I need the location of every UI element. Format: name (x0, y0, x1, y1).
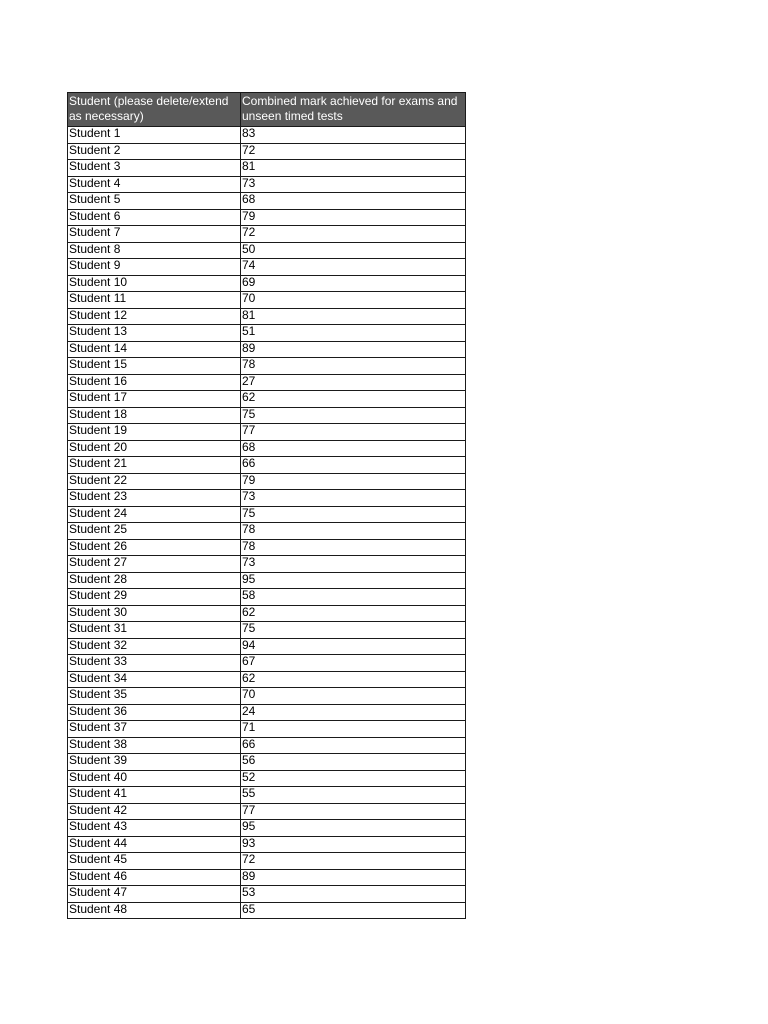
table-row (68, 671, 466, 688)
table-row (68, 737, 466, 754)
table-row (68, 457, 466, 474)
table-row (68, 490, 466, 507)
student-name-cell[interactable]: Student 45 (68, 853, 241, 870)
combined-mark-cell[interactable]: 72 (241, 853, 466, 870)
table-row (68, 391, 466, 408)
table-row (68, 275, 466, 292)
student-name-cell[interactable]: Student 4 (68, 176, 241, 193)
student-name-cell[interactable]: Student 33 (68, 655, 241, 672)
combined-mark-cell[interactable]: 56 (241, 754, 466, 771)
table-row (68, 143, 466, 160)
combined-mark-cell[interactable]: 78 (241, 523, 466, 540)
table-row (68, 292, 466, 309)
table-row (68, 836, 466, 853)
student-name-cell[interactable]: Student 6 (68, 209, 241, 226)
student-name-cell[interactable]: Student 2 (68, 143, 241, 160)
table-row (68, 869, 466, 886)
student-name-cell[interactable]: Student 9 (68, 259, 241, 276)
student-name-cell[interactable]: Student 36 (68, 704, 241, 721)
combined-mark-cell[interactable]: 95 (241, 572, 466, 589)
student-name-cell[interactable]: Student 14 (68, 341, 241, 358)
student-name-cell[interactable]: Student 19 (68, 424, 241, 441)
table-row (68, 209, 466, 226)
combined-mark-cell[interactable]: 81 (241, 308, 466, 325)
combined-mark-cell[interactable]: 67 (241, 655, 466, 672)
combined-mark-cell[interactable]: 73 (241, 176, 466, 193)
combined-mark-cell[interactable]: 58 (241, 589, 466, 606)
student-name-cell[interactable]: Student 39 (68, 754, 241, 771)
combined-mark-cell[interactable]: 27 (241, 374, 466, 391)
combined-mark-cell[interactable]: 55 (241, 787, 466, 804)
table-row (68, 572, 466, 589)
table-row (68, 308, 466, 325)
table-row (68, 853, 466, 870)
combined-mark-cell[interactable]: 69 (241, 275, 466, 292)
student-name-cell[interactable]: Student 40 (68, 770, 241, 787)
combined-mark-cell[interactable]: 73 (241, 490, 466, 507)
combined-mark-cell[interactable]: 71 (241, 721, 466, 738)
student-name-cell[interactable]: Student 10 (68, 275, 241, 292)
table-row (68, 638, 466, 655)
combined-mark-cell[interactable]: 77 (241, 803, 466, 820)
student-name-cell[interactable]: Student 3 (68, 160, 241, 177)
table-row (68, 325, 466, 342)
table-row (68, 226, 466, 243)
combined-mark-cell[interactable]: 62 (241, 671, 466, 688)
table-row (68, 622, 466, 639)
student-name-cell[interactable]: Student 7 (68, 226, 241, 243)
table-row (68, 754, 466, 771)
table-row (68, 589, 466, 606)
student-name-cell[interactable]: Student 30 (68, 605, 241, 622)
combined-mark-cell[interactable]: 75 (241, 506, 466, 523)
student-name-cell[interactable]: Student 34 (68, 671, 241, 688)
combined-mark-cell[interactable]: 78 (241, 539, 466, 556)
table-row (68, 556, 466, 573)
table-row (68, 242, 466, 259)
student-name-cell[interactable]: Student 48 (68, 902, 241, 919)
combined-mark-cell[interactable]: 89 (241, 869, 466, 886)
student-name-cell[interactable]: Student 5 (68, 193, 241, 210)
combined-mark-cell[interactable]: 83 (241, 127, 466, 144)
student-name-cell[interactable]: Student 8 (68, 242, 241, 259)
combined-mark-cell[interactable]: 81 (241, 160, 466, 177)
student-name-cell[interactable]: Student 28 (68, 572, 241, 589)
combined-mark-cell[interactable]: 70 (241, 292, 466, 309)
combined-mark-cell[interactable]: 65 (241, 902, 466, 919)
combined-mark-cell[interactable]: 62 (241, 391, 466, 408)
combined-mark-cell[interactable]: 66 (241, 737, 466, 754)
table-row (68, 259, 466, 276)
combined-mark-cell[interactable]: 24 (241, 704, 466, 721)
column-header-student: Student (please delete/extend as necessary) (68, 93, 241, 127)
table-row (68, 374, 466, 391)
table-row (68, 902, 466, 919)
student-name-cell[interactable]: Student 38 (68, 737, 241, 754)
table-row (68, 176, 466, 193)
table-row (68, 655, 466, 672)
student-name-cell[interactable]: Student 26 (68, 539, 241, 556)
table-row (68, 358, 466, 375)
student-name-cell[interactable]: Student 42 (68, 803, 241, 820)
combined-mark-cell[interactable]: 75 (241, 622, 466, 639)
table-row (68, 605, 466, 622)
marks-spreadsheet (67, 92, 466, 919)
column-header-combined-mark: Combined mark achieved for exams and unseen timed tests (241, 93, 466, 127)
combined-mark-cell[interactable]: 73 (241, 556, 466, 573)
student-name-cell[interactable]: Student 16 (68, 374, 241, 391)
student-name-cell[interactable]: Student 18 (68, 407, 241, 424)
table-row (68, 193, 466, 210)
table-row (68, 424, 466, 441)
combined-mark-cell[interactable]: 89 (241, 341, 466, 358)
table-row (68, 803, 466, 820)
student-name-cell[interactable]: Student 41 (68, 787, 241, 804)
table-row (68, 473, 466, 490)
table-row (68, 688, 466, 705)
student-name-cell[interactable]: Student 47 (68, 886, 241, 903)
table-row (68, 341, 466, 358)
student-name-cell[interactable]: Student 12 (68, 308, 241, 325)
student-name-cell[interactable]: Student 37 (68, 721, 241, 738)
table-row (68, 820, 466, 837)
table-row (68, 539, 466, 556)
table-row (68, 770, 466, 787)
combined-mark-cell[interactable]: 53 (241, 886, 466, 903)
combined-mark-cell[interactable]: 77 (241, 424, 466, 441)
table-row (68, 127, 466, 144)
student-name-cell[interactable]: Student 35 (68, 688, 241, 705)
combined-mark-cell[interactable]: 50 (241, 242, 466, 259)
table-row (68, 523, 466, 540)
table-row (68, 160, 466, 177)
student-marks-table (67, 92, 466, 919)
combined-mark-cell[interactable]: 75 (241, 407, 466, 424)
student-name-cell[interactable]: Student 20 (68, 440, 241, 457)
combined-mark-cell[interactable]: 79 (241, 209, 466, 226)
student-name-cell[interactable]: Student 22 (68, 473, 241, 490)
combined-mark-cell[interactable]: 93 (241, 836, 466, 853)
table-row (68, 704, 466, 721)
student-name-cell[interactable]: Student 11 (68, 292, 241, 309)
combined-mark-cell[interactable]: 72 (241, 143, 466, 160)
combined-mark-cell[interactable]: 68 (241, 440, 466, 457)
student-name-cell[interactable]: Student 27 (68, 556, 241, 573)
table-row (68, 886, 466, 903)
student-name-cell[interactable]: Student 31 (68, 622, 241, 639)
student-name-cell[interactable]: Student 44 (68, 836, 241, 853)
table-header-row (68, 93, 466, 127)
table-row (68, 407, 466, 424)
table-row (68, 787, 466, 804)
combined-mark-cell[interactable]: 70 (241, 688, 466, 705)
combined-mark-cell[interactable]: 74 (241, 259, 466, 276)
table-body (68, 127, 466, 919)
combined-mark-cell[interactable]: 62 (241, 605, 466, 622)
table-row (68, 440, 466, 457)
combined-mark-cell[interactable]: 95 (241, 820, 466, 837)
combined-mark-cell[interactable]: 51 (241, 325, 466, 342)
student-name-cell[interactable]: Student 17 (68, 391, 241, 408)
table-row (68, 506, 466, 523)
student-name-cell[interactable]: Student 29 (68, 589, 241, 606)
table-row (68, 721, 466, 738)
combined-mark-cell[interactable]: 72 (241, 226, 466, 243)
student-name-cell[interactable]: Student 21 (68, 457, 241, 474)
student-name-cell[interactable]: Student 13 (68, 325, 241, 342)
combined-mark-cell[interactable]: 78 (241, 358, 466, 375)
student-name-cell[interactable]: Student 1 (68, 127, 241, 144)
student-name-cell[interactable]: Student 15 (68, 358, 241, 375)
student-name-cell[interactable]: Student 23 (68, 490, 241, 507)
student-name-cell[interactable]: Student 46 (68, 869, 241, 886)
combined-mark-cell[interactable]: 94 (241, 638, 466, 655)
combined-mark-cell[interactable]: 79 (241, 473, 466, 490)
student-name-cell[interactable]: Student 24 (68, 506, 241, 523)
combined-mark-cell[interactable]: 68 (241, 193, 466, 210)
student-name-cell[interactable]: Student 25 (68, 523, 241, 540)
combined-mark-cell[interactable]: 66 (241, 457, 466, 474)
student-name-cell[interactable]: Student 32 (68, 638, 241, 655)
combined-mark-cell[interactable]: 52 (241, 770, 466, 787)
student-name-cell[interactable]: Student 43 (68, 820, 241, 837)
